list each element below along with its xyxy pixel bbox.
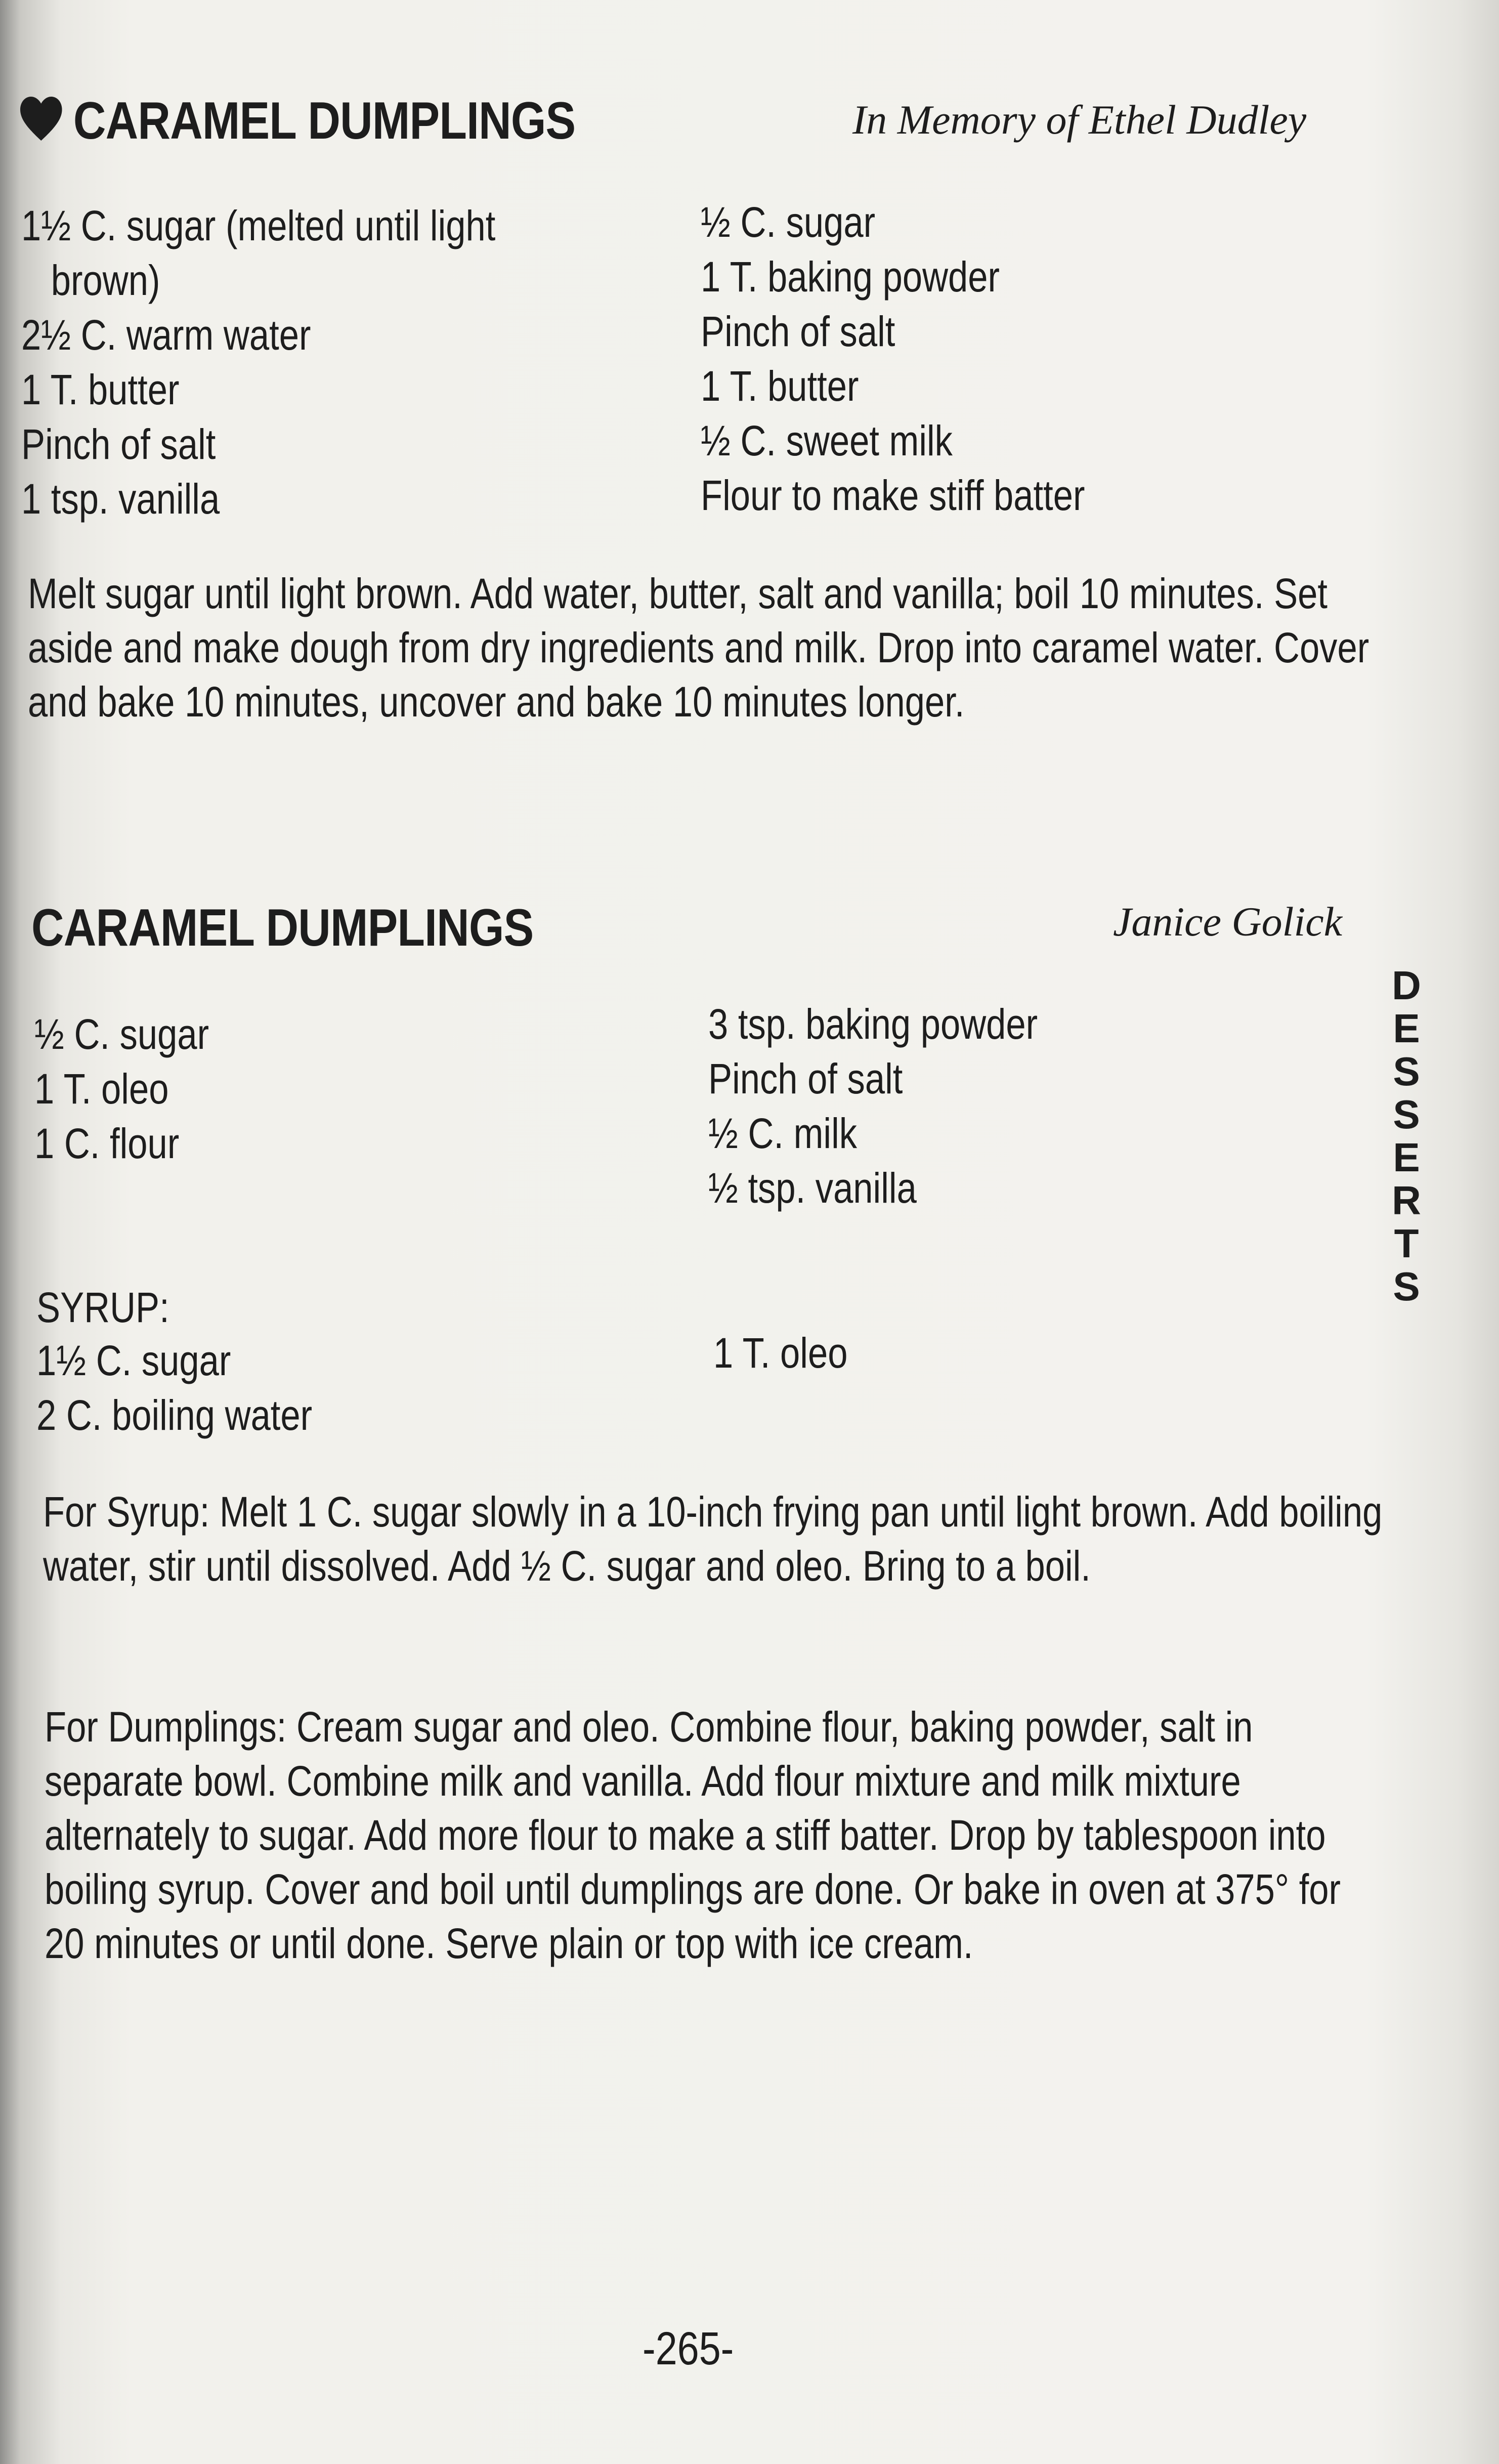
tab-letter: D [1392, 963, 1421, 1008]
ingredient: 2 C. boiling water [36, 1391, 313, 1439]
tab-letter: R [1392, 1178, 1421, 1223]
recipe-1-ingredients-left [21, 198, 495, 526]
ingredient: ½ C. sugar [701, 198, 876, 246]
ingredient: 1½ C. sugar (melted until light [21, 202, 496, 249]
ingredient: Flour to make stiff batter [701, 472, 1085, 519]
desserts-section-tab [1384, 964, 1429, 1308]
tab-letter: E [1393, 1006, 1420, 1051]
ingredient: ½ C. sugar [34, 1010, 209, 1058]
recipe-2-author: Janice Golick [1113, 899, 1343, 945]
syrup-directions: For Syrup: Melt 1 C. sugar slowly in a 10-inch frying pan until light brown. Add boiling water, stir until dissolved. Add ½ C. sugar and oleo. Bring to a boil. [43, 1488, 1383, 1590]
tab-letter: S [1393, 1049, 1420, 1094]
ingredient: brown) [51, 257, 160, 304]
ingredient: ½ tsp. vanilla [708, 1164, 917, 1212]
ingredient: Pinch of salt [21, 420, 216, 468]
syrup-ingredients-left [36, 1333, 312, 1442]
recipe-1-title-text: CARAMEL DUMPLINGS [73, 92, 576, 150]
ingredient: 1 tsp. vanilla [21, 475, 220, 523]
tab-letter: T [1394, 1221, 1419, 1266]
recipe-1-title [20, 91, 575, 155]
recipe-1-ingredients-right [701, 195, 1085, 523]
recipe-2-title: CARAMEL DUMPLINGS [31, 899, 534, 957]
ingredient: 1 T. butter [701, 362, 859, 410]
dumpling-directions: For Dumplings: Cream sugar and oleo. Combine flour, baking powder, salt in separate bowl. Combine milk and vanilla. Add flour mixture and milk mixture alternately to sugar. Add more flour to make a stiff batter. Drop by tablespoon into boiling syrup. Cover and boil until dumplings are done. Or bake in oven at 375° for 20 minutes or until done. Serve plain or top with ice cream. [45, 1703, 1341, 1967]
ingredient: 1 T. baking powder [701, 253, 1000, 301]
recipe-2-ingredients-right [708, 997, 1038, 1215]
ingredient: 2½ C. warm water [21, 311, 311, 359]
ingredient: 1½ C. sugar [36, 1337, 231, 1384]
recipe-1-author: In Memory of Ethel Dudley [852, 97, 1307, 143]
ingredient: ½ C. milk [708, 1110, 858, 1157]
recipe-2-ingredients-left [34, 1007, 209, 1171]
tab-letter: S [1393, 1264, 1420, 1309]
ingredient: Pinch of salt [708, 1055, 903, 1102]
syrup-heading: SYRUP: [36, 1284, 169, 1331]
ingredient: 1 T. oleo [713, 1329, 848, 1377]
tab-letter: S [1393, 1092, 1420, 1137]
ingredient: 1 C. flour [34, 1120, 180, 1167]
syrup-ingredients-right [713, 1326, 847, 1380]
tab-letter: E [1393, 1135, 1420, 1180]
page-number: -265- [643, 2323, 734, 2374]
ingredient: 1 T. butter [21, 366, 180, 413]
recipe-1-directions: Melt sugar until light brown. Add water, butter, salt and vanilla; boil 10 minutes. Set aside and make dough from dry ingredients and milk. Drop into caramel water. Cover and bake 10 minutes, uncover and bake 10 minutes longer. [28, 570, 1369, 726]
ingredient: ½ C. sweet milk [701, 417, 953, 464]
heart-icon [20, 95, 62, 155]
ingredient: Pinch of salt [701, 308, 895, 355]
ingredient: 1 T. oleo [34, 1065, 169, 1113]
ingredient: 3 tsp. baking powder [708, 1000, 1038, 1048]
